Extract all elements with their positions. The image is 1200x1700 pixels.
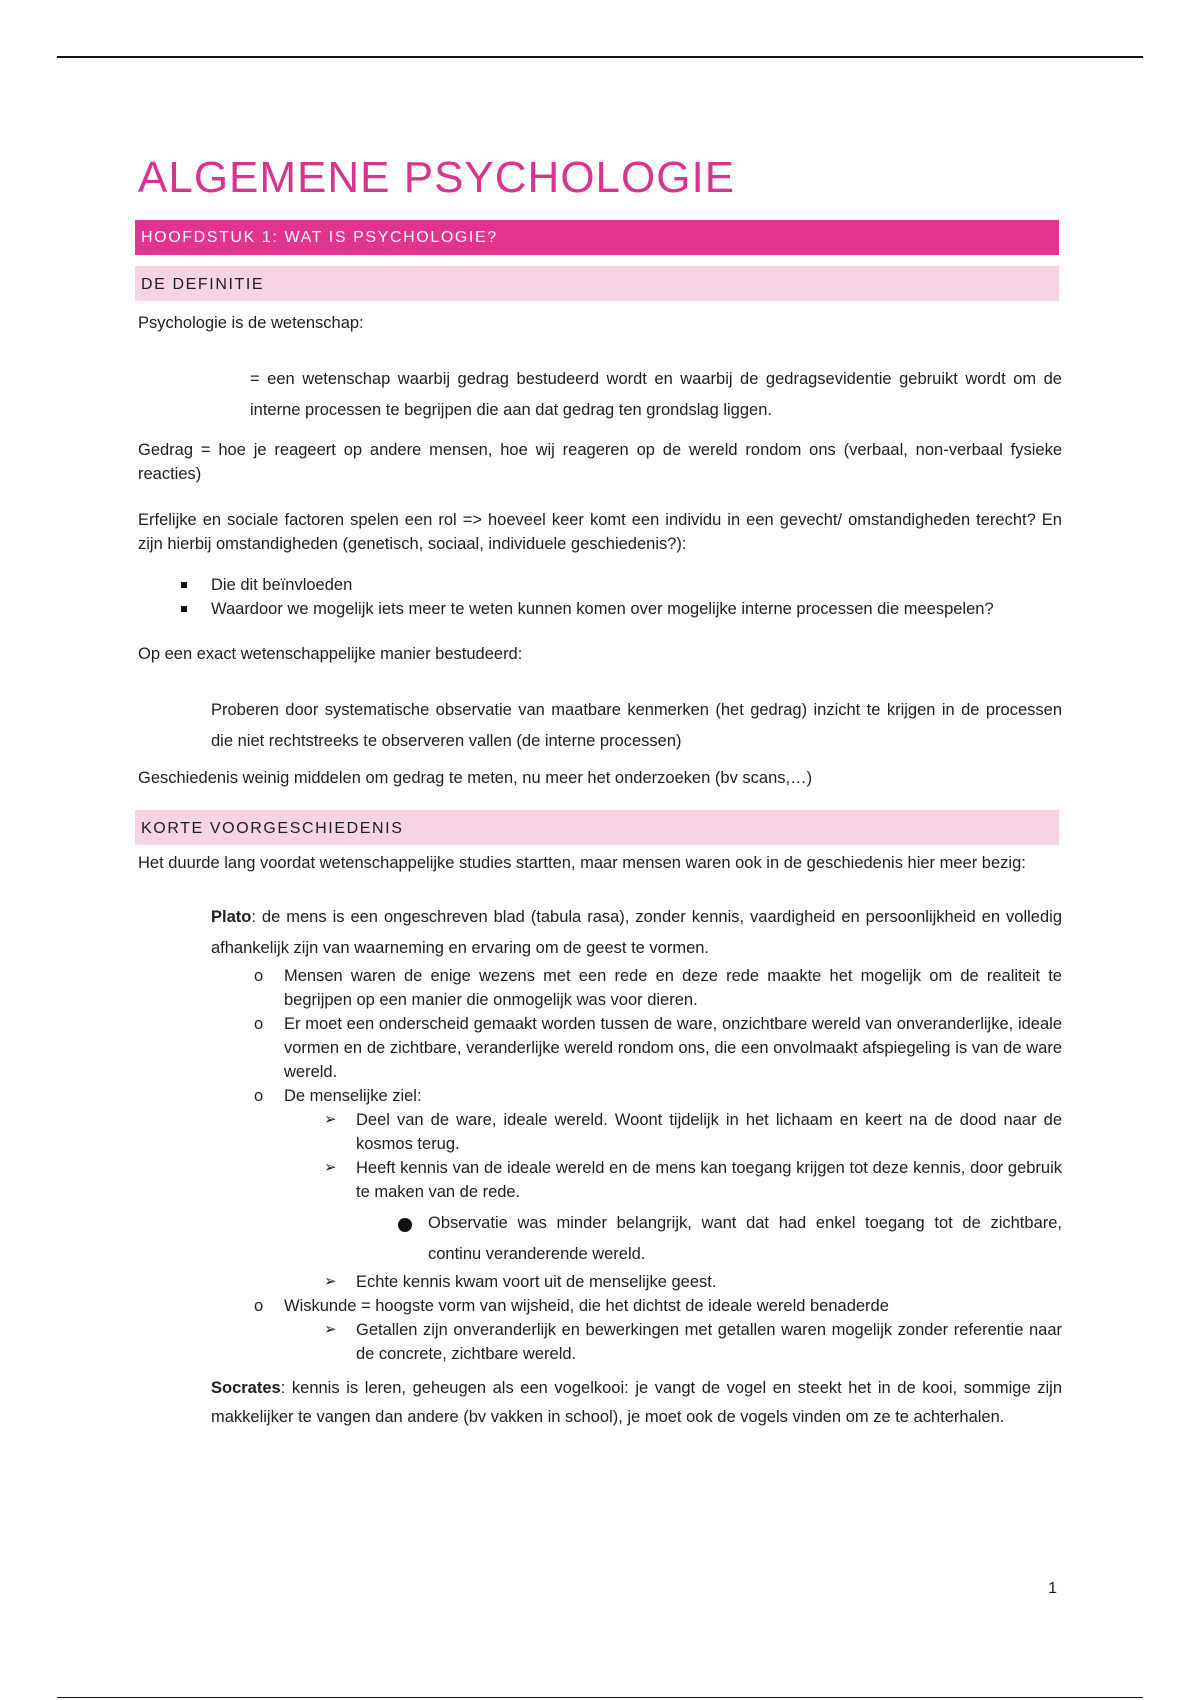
dot-sublist — [138, 1208, 1062, 1270]
circle-bullet-icon: o — [254, 1297, 264, 1315]
plato-paragraph: Plato: de mens is een ongeschreven blad (tabula rasa), zonder kennis, vaardigheid en persoonlijkheid en volledig afhankelijk zijn van waarneming en ervaring om de geest te vormen. — [211, 908, 1062, 957]
list-item: ➢ Getallen zijn onveranderlijk en bewerkingen met getallen waren mogelijk zonder referentie naar de concrete, zichtbare wereld. — [138, 1318, 1062, 1366]
header-rule — [57, 56, 1143, 58]
section-heading-voorgeschiedenis: KORTE VOORGESCHIEDENIS — [135, 810, 1059, 845]
square-bullet-icon — [181, 582, 187, 588]
paragraph: Gedrag = hoe je reageert op andere mensen, hoe wij reageren op de wereld rondom ons (verbaal, non-verbaal fysieke reacties) — [138, 441, 1062, 483]
paragraph: Op een exact wetenschappelijke manier bestudeerd: — [138, 645, 523, 663]
list-item: Observatie was minder belangrijk, want dat had enkel toegang tot de zichtbare, continu veranderende wereld. — [138, 1208, 1062, 1270]
circle-bullet-icon: o — [254, 1015, 264, 1033]
paragraph: Het duurde lang voordat wetenschappelijke studies startten, maar mensen waren ook in de geschiedenis hier meer bezig: — [138, 854, 1026, 872]
list-item: ➢ Deel van de ware, ideale wereld. Woont tijdelijk in het lichaam en keert na de dood naar de kosmos terug. — [138, 1108, 1062, 1156]
plato-name: Plato — [211, 908, 252, 926]
footer-rule — [57, 1697, 1143, 1698]
list-item: Waardoor we mogelijk iets meer te weten kunnen komen over mogelijke interne processen die meespelen? — [138, 597, 1062, 621]
plato-sublist — [138, 964, 1062, 1108]
section-heading-definitie: DE DEFINITIE — [135, 266, 1059, 301]
ziel-sublist-2 — [138, 1270, 1062, 1294]
dot-bullet-icon — [398, 1218, 412, 1232]
list-item: ➢ Echte kennis kwam voort uit de menselijke geest. — [138, 1270, 1062, 1294]
wiskunde-sublist — [138, 1318, 1062, 1366]
list-item: ➢ Heeft kennis van de ideale wereld en de mens kan toegang krijgen tot deze kennis, door gebruik te maken van de rede. — [138, 1156, 1062, 1204]
page-number: 1 — [1048, 1580, 1057, 1597]
document-title: ALGEMENE PSYCHOLOGIE — [138, 153, 736, 202]
socrates-paragraph: Socrates: kennis is leren, geheugen als een vogelkooi: je vangt de vogel en steekt het in de kooi, sommige zijn makkelijker te vangen dan andere (bv vakken in school), je moet ook de vogels vinden om ze te achterhalen. — [211, 1379, 1062, 1426]
paragraph: Erfelijke en sociale factoren spelen een rol => hoeveel keer komt een individu in een gevecht/ omstandigheden terecht? En zijn hierbij omstandigheden (genetisch, sociaal, individuele geschiedenis?): — [138, 511, 1062, 553]
bullet-list — [138, 573, 1062, 621]
page-content — [138, 150, 1062, 1432]
definition-paragraph: = een wetenschap waarbij gedrag bestudeerd wordt en waarbij de gedragsevidentie gebruikt wordt om de interne processen te begrijpen die aan dat gedrag ten grondslag liggen. — [250, 370, 1062, 419]
arrow-bullet-icon: ➢ — [324, 1159, 337, 1176]
list-item: Die dit beïnvloeden — [138, 573, 1062, 597]
socrates-name: Socrates — [211, 1379, 281, 1397]
circle-bullet-icon: o — [254, 967, 264, 985]
list-item: o Er moet een onderscheid gemaakt worden tussen de ware, onzichtbare wereld van onveranderlijke, ideale vormen en de zichtbare, veranderlijke wereld rondom ons, die een onvolmaakt afspiegeling is van de ware wereld. — [138, 1012, 1062, 1084]
list-item: o De menselijke ziel: — [138, 1084, 1062, 1108]
paragraph: Psychologie is de wetenschap: — [138, 314, 364, 332]
indented-paragraph: Proberen door systematische observatie van maatbare kenmerken (het gedrag) inzicht te krijgen in de processen die niet rechtstreeks te observeren vallen (de interne processen) — [211, 701, 1062, 750]
arrow-bullet-icon: ➢ — [324, 1273, 337, 1290]
arrow-bullet-icon: ➢ — [324, 1111, 337, 1128]
plato-sublist-2 — [138, 1294, 1062, 1318]
chapter-heading: HOOFDSTUK 1: WAT IS PSYCHOLOGIE? — [135, 220, 1059, 255]
square-bullet-icon — [181, 606, 187, 612]
list-item: o Wiskunde = hoogste vorm van wijsheid, die het dichtst de ideale wereld benaderde — [138, 1294, 1062, 1318]
arrow-bullet-icon: ➢ — [324, 1321, 337, 1338]
circle-bullet-icon: o — [254, 1087, 264, 1105]
paragraph: Geschiedenis weinig middelen om gedrag te meten, nu meer het onderzoeken (bv scans,…) — [138, 769, 813, 787]
ziel-sublist — [138, 1108, 1062, 1204]
list-item: o Mensen waren de enige wezens met een rede en deze rede maakte het mogelijk om de realiteit te begrijpen op een manier die onmogelijk was voor dieren. — [138, 964, 1062, 1012]
